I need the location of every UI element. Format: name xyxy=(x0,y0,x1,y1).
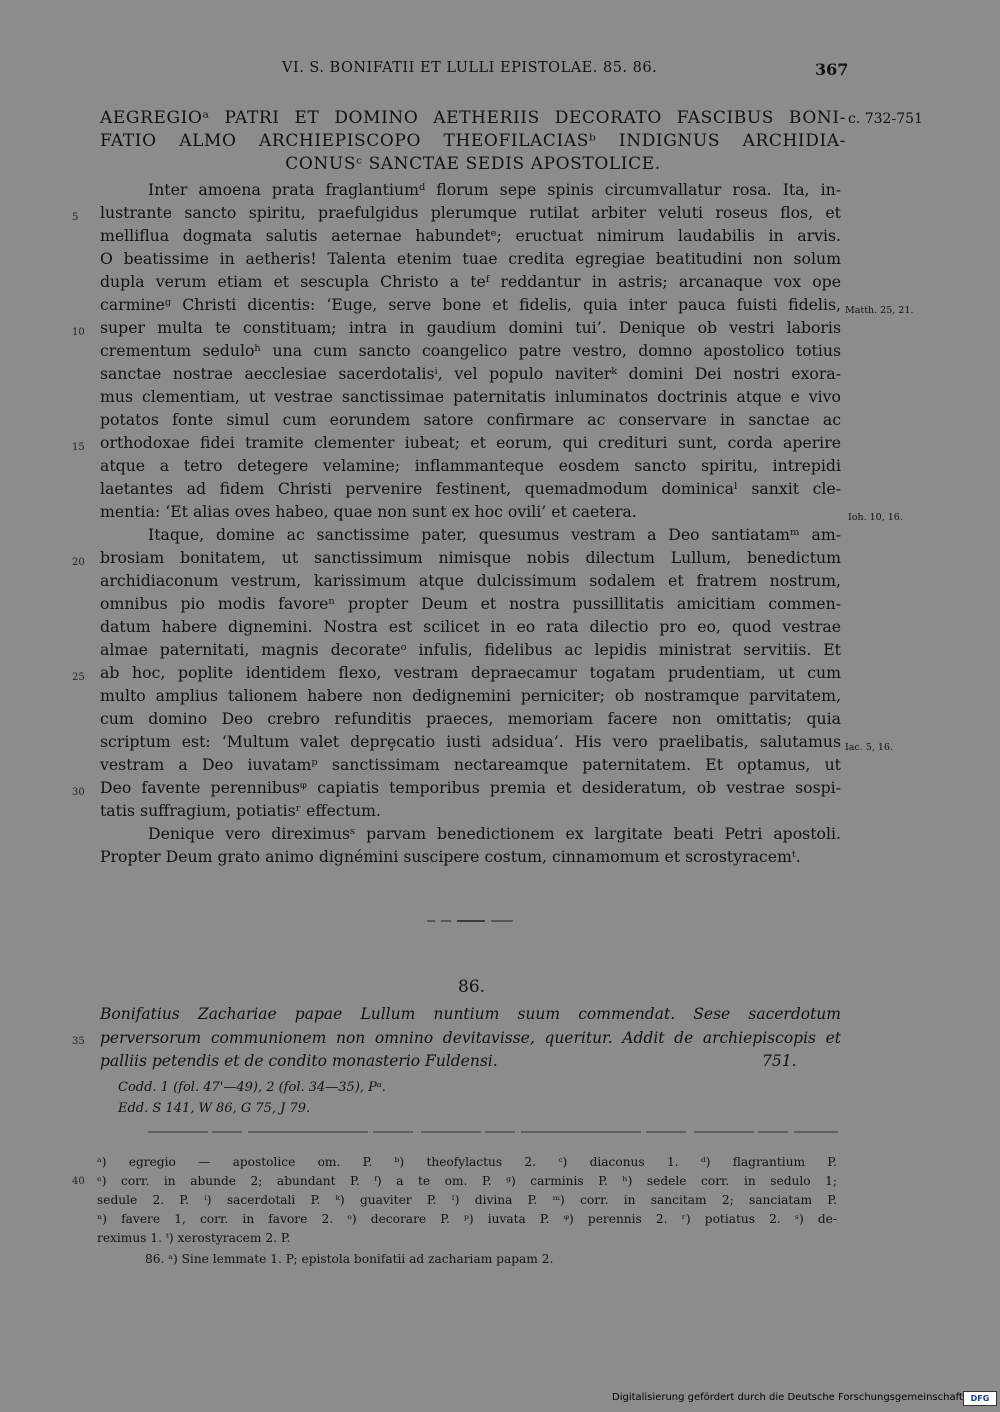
body-line: mus clementiam, ut vestrae sanctissimae paternitatis inluminatos doctrinis atque e vivo xyxy=(100,387,841,406)
letter-heading-line: CONUSᶜ SANCTAE SEDIS APOSTOLICE. xyxy=(285,154,661,174)
editions-line: Edd. S 141, W 86, G 75, J 79. xyxy=(118,1101,311,1116)
summary-line: Bonifatius Zachariae papae Lullum nuntium suum commendat. Sese sacerdotum xyxy=(100,1005,841,1023)
body-line: O beatissime in aetheris! Talenta etenim tuae credita egregiae beatitudini non solum xyxy=(100,249,841,268)
summary-line: perversorum communionem non omnino devitavisse, queritur. Addit de archiepiscopis et xyxy=(100,1029,841,1047)
body-line: Itaque, domine ac sanctissime pater, quesumus vestram a Deo santiatamᵐ am- xyxy=(148,525,841,544)
footnote-rule xyxy=(148,1131,838,1133)
codices-line: Codd. 1 (fol. 47'—49), 2 (fol. 34—35), Pᵃ. xyxy=(118,1080,386,1095)
footnote-line: sedule 2. P. ⁱ) sacerdotali P. ᵏ) guaviter P. ˡ) divina P. ᵐ) corr. in sancitam 2; sanciatam P. xyxy=(97,1193,837,1207)
letter-heading-line: AEGREGIOᵃ PATRI ET DOMINO AETHERIIS DECORATO FASCIBUS BONI- xyxy=(100,108,846,128)
line-number: 40 xyxy=(72,1176,85,1187)
body-line: carmineᵍ Christi dicentis: ‘Euge, serve bone et fidelis, quia inter pauca fuisti fidelis, xyxy=(100,295,841,314)
body-line: potatos fonte simul cum eorundem satore confirmare ac conservare in sanctae ac xyxy=(100,410,841,429)
line-number: 15 xyxy=(72,442,85,453)
line-number: 30 xyxy=(72,787,85,798)
body-line: Propter Deum grato animo dignémini suscipere costum, cinnamomum et scrostyracemᵗ. xyxy=(100,847,801,866)
line-number: 20 xyxy=(72,557,85,568)
digitization-credit: Digitalisierung gefördert durch die Deutsche Forschungsgemeinschaft xyxy=(612,1392,963,1403)
body-line: multo amplius talionem habere non dedignemini perniciter; ob nostramque parvitatem, xyxy=(100,686,841,705)
footnote-line: 86. ᵃ) Sine lemmate 1. P; epistola bonifatii ad zachariam papam 2. xyxy=(145,1252,554,1266)
footnote-line: ᵃ) egregio — apostolice om. P. ᵇ) theofylactus 2. ᶜ) diaconus 1. ᵈ) flagrantium P. xyxy=(97,1155,837,1169)
scripture-reference: Matth. 25, 21. xyxy=(845,305,914,316)
body-line: omnibus pio modis favoreⁿ propter Deum et nostra pussillitatis amicitiam commen- xyxy=(100,594,841,613)
line-number: 25 xyxy=(72,672,85,683)
date-margin-note: c. 732-751 xyxy=(848,111,923,127)
body-line: super multa te constituam; intra in gaudium domini tui’. Denique ob vestri laboris xyxy=(100,318,841,337)
line-number: 35 xyxy=(72,1036,85,1047)
body-line: crementum seduloʰ una cum sancto coangelico patre vestro, domno apostolico totius xyxy=(100,341,841,360)
body-line: vestram a Deo iuvatamᵖ sanctissimam nectareamque paternitatem. Et optamus, ut xyxy=(100,755,841,774)
body-line: sanctae nostrae aecclesiae sacerdotalisⁱ, vel populo naviterᵏ domini Dei nostri exora- xyxy=(100,364,841,383)
summary-line: palliis petendis et de condito monasterio Fuldensi. xyxy=(100,1052,498,1070)
footnote-line: reximus 1. ᵗ) xerostyracem 2. P. xyxy=(97,1231,291,1245)
body-line: tatis suffragium, potiatisʳ effectum. xyxy=(100,801,381,820)
scripture-reference: Ioh. 10, 16. xyxy=(848,512,903,523)
body-line: archidiaconum vestrum, karissimum atque dulcissimum sodalem et fratrem nostrum, xyxy=(100,571,841,590)
body-line: almae paternitati, magnis decorateᵒ infulis, fidelibus ac lepidis ministrat servitiis. Et xyxy=(100,640,841,659)
body-line: dupla verum etiam et sescupla Christo a teᶠ reddantur in astris; arcanaque vox ope xyxy=(100,272,841,291)
letter-heading-line: FATIO ALMO ARCHIEPISCOPO THEOFILACIASᵇ INDIGNUS ARCHIDIA- xyxy=(100,131,846,151)
body-line: cum domino Deo crebro refunditis praeces, memoriam facere non omittatis; quia xyxy=(100,709,841,728)
line-number: 5 xyxy=(72,212,79,223)
section-divider-ornament xyxy=(425,916,515,926)
line-number: 10 xyxy=(72,327,85,338)
body-line: orthodoxae fidei tramite clementer iubeat; et eorum, qui credituri sunt, corda aperire xyxy=(100,433,841,452)
body-line: lustrante sancto spiritu, praefulgidus plerumque rutilat arbiter veluti roseus flos, et xyxy=(100,203,841,222)
body-line: Inter amoena prata fraglantiumᵈ florum sepe spinis circumvallatur rosa. Ita, in- xyxy=(148,180,841,199)
page-number: 367 xyxy=(815,60,849,79)
body-line: laetantes ad fidem Christi pervenire festinent, quemadmodum dominicaˡ sanxit cle- xyxy=(100,479,841,498)
letter-year: 751. xyxy=(762,1052,797,1070)
body-line: melliflua dogmata salutis aeternae habundetᵉ; eructuat nimirum laudabilis in arvis. xyxy=(100,226,841,245)
running-title: VI. S. BONIFATII ET LULLI EPISTOLAE. 85. 86. xyxy=(282,60,658,76)
body-line: datum habere dignemini. Nostra est scilicet in eo rata dilectio pro eo, quod vestrae xyxy=(100,617,841,636)
body-line: brosiam bonitatem, ut sanctissimum nimisque nobis dilectum Lullum, benedictum xyxy=(100,548,841,567)
footnote-line: ᵉ) corr. in abunde 2; abundant P. ᶠ) a te om. P. ᵍ) carminis P. ʰ) sedele corr. in sedulo 1; xyxy=(97,1174,837,1188)
body-line: atque a tetro detegere velamine; inflammanteque eosdem sancto spiritu, intrepidi xyxy=(100,456,841,475)
footnote-line: ⁿ) favere 1, corr. in favore 2. ᵒ) decorare P. ᵖ) iuvata P. ᵠ) perennis 2. ʳ) potiatus 2. ˢ) de- xyxy=(97,1212,837,1226)
scripture-reference: Iac. 5, 16. xyxy=(845,742,893,753)
body-line: ab hoc, poplite identidem flexo, vestram depraecamur togatam prudentiam, ut cum xyxy=(100,663,841,682)
letter-number: 86. xyxy=(458,977,486,997)
body-line: mentia: ‘Et alias oves habeo, quae non sunt ex hoc ovili’ et caetera. xyxy=(100,502,637,521)
body-line: Deo favente perennibusᵠ capiatis temporibus premia et desideratum, ob vestrae sospi- xyxy=(100,778,841,797)
body-line: scriptum est: ‘Multum valet deprȩcatio iusti adsidua’. His vero praelibatis, salutamus xyxy=(100,732,841,751)
dfg-logo: DFG xyxy=(963,1391,997,1406)
body-line: Denique vero direximusˢ parvam benedictionem ex largitate beati Petri apostoli. xyxy=(148,824,841,843)
